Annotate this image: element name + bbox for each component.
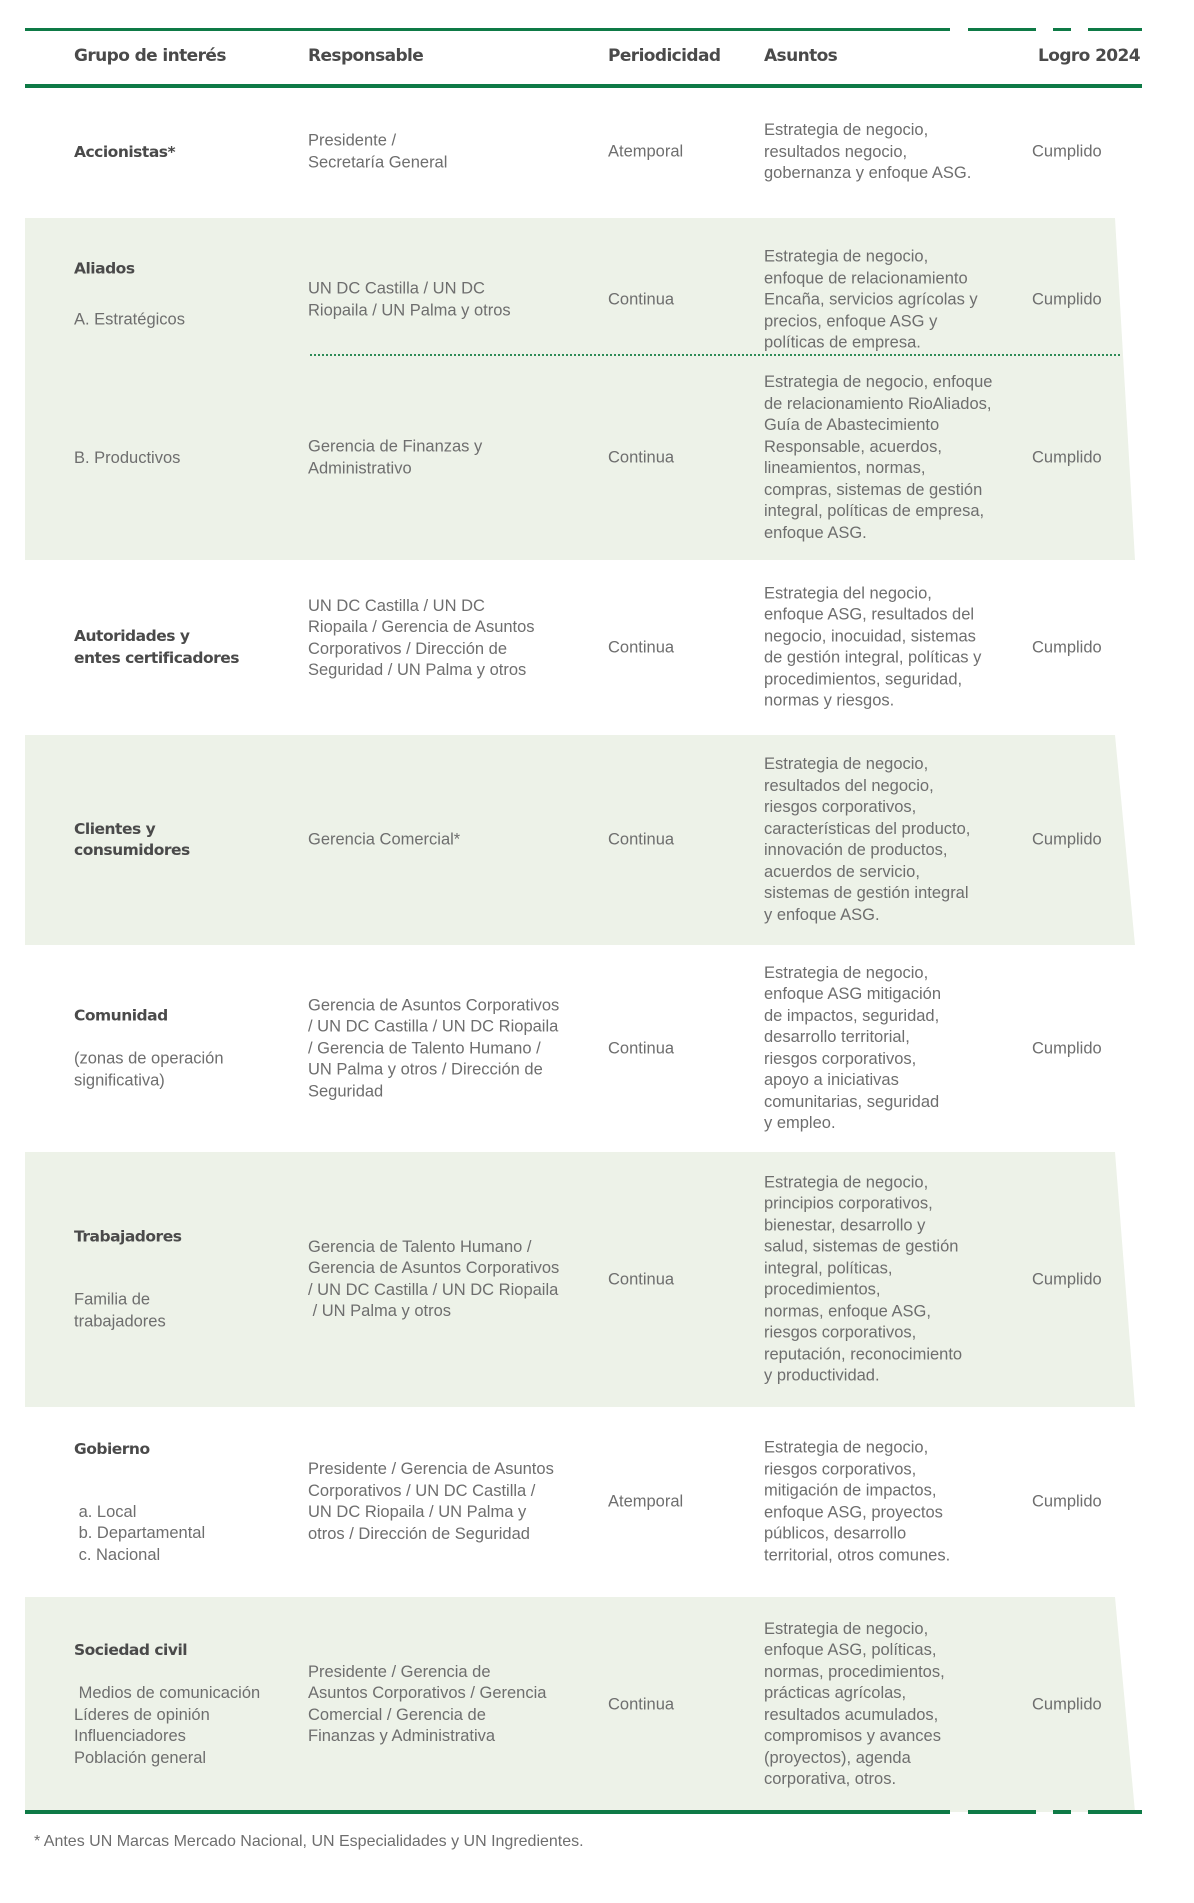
- periodicity-cell: Continua: [608, 1038, 675, 1057]
- topics-cell: Estrategia del negocio, enfoque ASG, resultados del negocio, inocuidad, sistemas de gestión integral, políticas y procedimientos, seguridad, normas y riesgos.: [764, 584, 982, 710]
- group-cell: [74, 797, 304, 883]
- group-cell: [74, 984, 304, 1113]
- group-details: Familia de trabajadores: [74, 1290, 166, 1330]
- responsible-cell: Gerencia Comercial*: [308, 830, 461, 849]
- achievement-cell: Cumplido: [1032, 1492, 1102, 1511]
- header-group: Grupo de interés: [74, 46, 226, 66]
- group-details: Medios de comunicación Líderes de opinión Influenciadores Población general: [74, 1684, 261, 1767]
- top-rule-dash: [1088, 28, 1142, 31]
- periodicity-cell: Continua: [608, 290, 675, 309]
- responsible-cell: Gerencia de Finanzas y Administrativo: [308, 437, 483, 477]
- group-name: Autoridades y entes certificadores: [74, 627, 239, 667]
- periodicity-cell: Continua: [608, 448, 675, 467]
- topics-cell: Estrategia de negocio, resultados del negocio, riesgos corporativos, características del producto, innovación de productos, acuerdos de servicio, sistemas de gestión integral y enfoque ASG.: [764, 755, 971, 924]
- group-name: Gobierno: [74, 1439, 150, 1458]
- achievement-cell: Cumplido: [1032, 142, 1102, 161]
- group-cell: [74, 237, 304, 353]
- table-row: [0, 356, 1194, 560]
- group-cell: [74, 1417, 304, 1588]
- table-row: [0, 735, 1194, 945]
- bottom-rule-dash: [1053, 1810, 1071, 1814]
- header-periodicity: Periodicidad: [608, 46, 721, 66]
- group-details: B. Productivos: [74, 448, 181, 467]
- group-name: Clientes y consumidores: [74, 819, 190, 859]
- responsible-cell: Presidente / Secretaría General: [308, 131, 448, 171]
- group-details: A. Estratégicos: [74, 310, 185, 329]
- topics-cell: Estrategia de negocio, enfoque de relacionamiento Encaña, servicios agrícolas y precios, enfoque ASG y políticas de empresa.: [764, 247, 978, 352]
- periodicity-cell: Atemporal: [608, 1492, 684, 1511]
- achievement-cell: Cumplido: [1032, 1269, 1102, 1288]
- topics-cell: Estrategia de negocio, riesgos corporativos, mitigación de impactos, enfoque ASG, proyectos públicos, desarrollo territorial, otros comunes.: [764, 1438, 951, 1564]
- bottom-rule-dash: [968, 1810, 1036, 1814]
- group-name: Trabajadores: [74, 1227, 182, 1246]
- achievement-cell: Cumplido: [1032, 290, 1102, 309]
- periodicity-cell: Continua: [608, 1269, 675, 1288]
- achievement-cell: Cumplido: [1032, 1694, 1102, 1713]
- bottom-rule-dash: [1088, 1810, 1142, 1814]
- group-cell: [74, 1619, 304, 1791]
- table-row: [0, 86, 1194, 218]
- topics-cell: Estrategia de negocio, enfoque ASG mitigación de impactos, seguridad, desarrollo territorial, riesgos corporativos, apoyo a iniciativas comunitarias, seguridad y empleo.: [764, 963, 942, 1132]
- periodicity-cell: Continua: [608, 637, 675, 656]
- table-row: [0, 218, 1194, 355]
- responsible-cell: Presidente / Gerencia de Asuntos Corporativos / Gerencia Comercial / Gerencia de Finanzas y Administrativa: [308, 1662, 547, 1745]
- topics-cell: Estrategia de negocio, enfoque ASG, políticas, normas, procedimientos, prácticas agrícolas, resultados acumulados, compromisos y avances (proyectos), agenda corporativa, otros.: [764, 1619, 945, 1788]
- responsible-cell: Presidente / Gerencia de Asuntos Corporativos / UN DC Castilla / UN DC Riopaila / UN Palma y otros / Dirección de Seguridad: [308, 1460, 554, 1543]
- group-cell: [74, 120, 304, 185]
- topics-cell: Estrategia de negocio, principios corporativos, bienestar, desarrollo y salud, sistemas de gestión integral, políticas, procedimientos, normas, enfoque ASG, riesgos corporativos, reputación, reconocimiento y productividad.: [764, 1173, 963, 1385]
- responsible-cell: UN DC Castilla / UN DC Riopaila / Gerencia de Asuntos Corporativos / Dirección de Seguridad / UN Palma y otros: [308, 596, 535, 680]
- periodicity-cell: Continua: [608, 830, 675, 849]
- header-achievement: Logro 2024: [1038, 46, 1140, 66]
- group-details: (zonas de operación significativa): [74, 1049, 224, 1089]
- table-row: [0, 1152, 1194, 1407]
- responsible-cell: UN DC Castilla / UN DC Riopaila / UN Palma y otros: [308, 279, 511, 320]
- group-name: Comunidad: [74, 1006, 168, 1025]
- achievement-cell: Cumplido: [1032, 830, 1102, 849]
- group-name: Sociedad civil: [74, 1641, 188, 1659]
- table-row: [0, 945, 1194, 1152]
- topics-cell: Estrategia de negocio, resultados negocio, gobernanza y enfoque ASG.: [764, 120, 972, 182]
- achievement-cell: Cumplido: [1032, 637, 1102, 656]
- responsible-cell: Gerencia de Talento Humano / Gerencia de Asuntos Corporativos / UN DC Castilla / UN DC Riopaila / UN Palma y otros: [308, 1237, 560, 1320]
- top-rule-dash: [968, 28, 1036, 31]
- group-details: a. Local b. Departamental c. Nacional: [78, 1502, 206, 1564]
- top-rule: [25, 28, 950, 31]
- table-row: [0, 1597, 1194, 1812]
- periodicity-cell: Continua: [608, 1694, 675, 1713]
- achievement-cell: Cumplido: [1032, 448, 1102, 467]
- achievement-cell: Cumplido: [1032, 1038, 1102, 1057]
- table-row: [0, 560, 1194, 735]
- header-topics: Asuntos: [764, 46, 838, 66]
- group-cell: [74, 426, 304, 491]
- group-name: Aliados: [74, 259, 135, 278]
- table-row: [0, 1407, 1194, 1597]
- topics-cell: Estrategia de negocio, enfoque de relacionamiento RioAliados, Guía de Abastecimiento Responsable, acuerdos, lineamientos, normas, compras, sistemas de gestión integral, políticas de empresa, enfoque ASG.: [764, 373, 993, 542]
- bottom-rule: [25, 1810, 950, 1814]
- responsible-cell: Gerencia de Asuntos Corporativos / UN DC Castilla / UN DC Riopaila / Gerencia de Talento Humano / UN Palma y otros / Dirección de Seguridad: [308, 995, 560, 1100]
- footnote: * Antes UN Marcas Mercado Nacional, UN Especialidades y UN Ingredientes.: [34, 1833, 584, 1850]
- group-name: Accionistas*: [74, 142, 176, 161]
- header-responsible: Responsable: [308, 46, 424, 66]
- group-cell: [74, 1205, 304, 1354]
- top-rule-dash: [1053, 28, 1071, 31]
- group-cell: [74, 605, 304, 691]
- periodicity-cell: Atemporal: [608, 142, 684, 161]
